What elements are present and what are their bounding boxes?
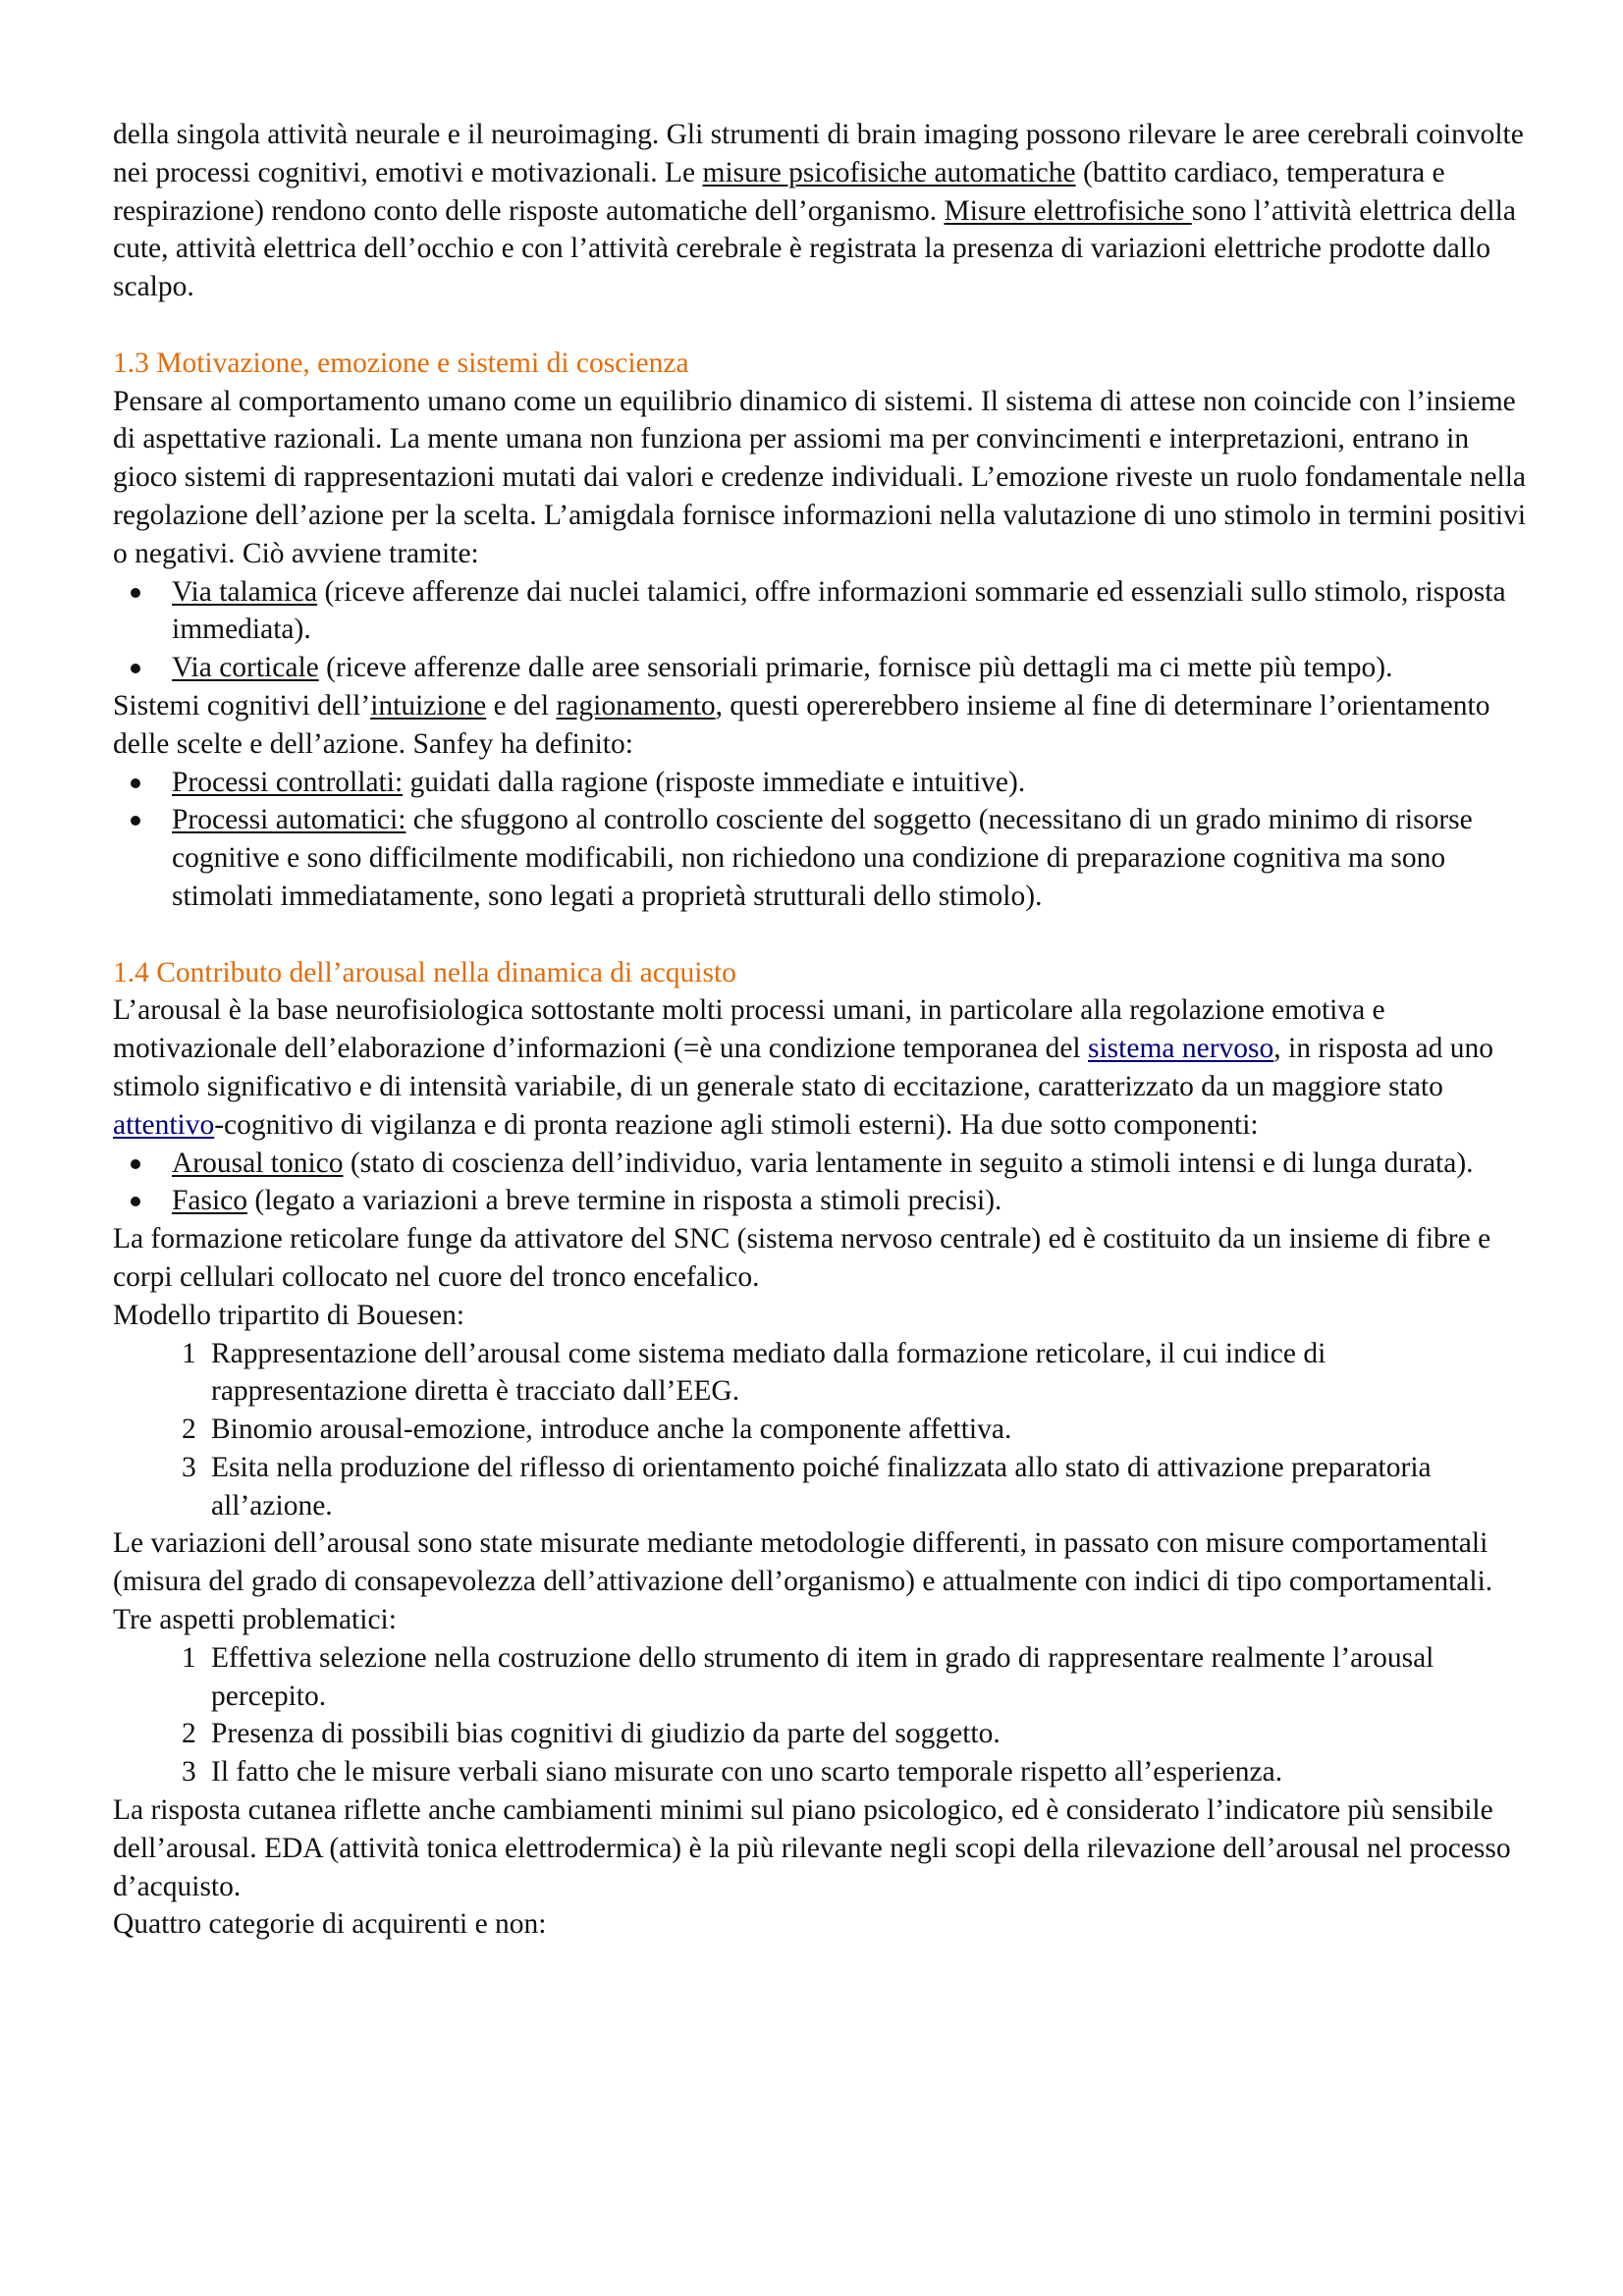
list-number: 1 bbox=[182, 1641, 196, 1674]
bullet-text: (riceve afferenze dai nuclei talamici, offre informazioni sommarie ed essenziali sullo stimolo, risposta immediata). bbox=[172, 575, 1506, 646]
list-item bbox=[113, 1753, 1527, 1791]
list-number: 3 bbox=[182, 1756, 196, 1789]
list-text: Binomio arousal-emozione, introduce anche la componente affettiva. bbox=[211, 1414, 1012, 1446]
section-1-4-paragraph-4: Le variazioni dell’arousal sono state misurate mediante metodologie differenti, in passato con misure comportamentali (misura del grado di consapevolezza dell’attivazione dell’organismo) e attualmente con indici di tipo comportamentali. bbox=[113, 1527, 1493, 1598]
problematic-aspects-list bbox=[113, 1639, 1527, 1791]
bullet-term: Arousal tonico bbox=[172, 1147, 344, 1179]
attentivo-link[interactable]: attentivo bbox=[113, 1108, 215, 1141]
section-1-4-heading: 1.4 Contributo dell’arousal nella dinamica di acquisto bbox=[113, 956, 736, 988]
list-number: 2 bbox=[182, 1718, 196, 1750]
section-1-4-paragraph-6: La risposta cutanea riflette anche cambiamenti minimi sul piano psicologico, ed è considerato l’indicatore più sensibile dell’arousal. EDA (attività tonica elettrodermica) è la più rilevante negli scopi della rilevazione dell’arousal nel processo d’acquisto. bbox=[113, 1794, 1511, 1902]
text-span: Sistemi cognitivi dell’ bbox=[113, 689, 371, 721]
list-number: 2 bbox=[182, 1414, 196, 1446]
text-span: , questi opererebbero insieme al fine di determinare l’orientamento delle scelte e dell’azione. Sanfey ha definito: bbox=[113, 689, 1490, 760]
intro-text-2: (battito cardiaco, temperatura e respirazione) rendono conto delle risposte automatiche dell’organismo. bbox=[113, 156, 1445, 227]
list-text: Il fatto che le misure verbali siano misurate con uno scarto temporale rispetto all’esperienza. bbox=[211, 1756, 1283, 1789]
text-span: -cognitivo di vigilanza e di pronta reazione agli stimoli esterni). Ha due sotto componenti: bbox=[214, 1108, 1259, 1141]
bullet-term: Fasico bbox=[172, 1185, 248, 1217]
section-1-4-paragraph-1 bbox=[113, 991, 1527, 1144]
bullet-term: Via talamica bbox=[172, 575, 318, 608]
list-item bbox=[113, 573, 1527, 650]
list-item bbox=[113, 649, 1527, 687]
bullet-text: (stato di coscienza dell’individuo, varia lentamente in seguito a stimoli intensi e di lunga durata). bbox=[343, 1147, 1474, 1179]
section-1-3-heading: 1.3 Motivazione, emozione e sistemi di coscienza bbox=[113, 347, 689, 379]
list-text: Presenza di possibili bias cognitivi di giudizio da parte del soggetto. bbox=[211, 1718, 1001, 1750]
list-item bbox=[113, 1145, 1527, 1183]
spacer bbox=[113, 916, 1527, 954]
section-1-3-bullets-1 bbox=[113, 573, 1527, 687]
list-item bbox=[113, 1449, 1527, 1525]
bullet-text: che sfuggono al controllo cosciente del soggetto (necessitano di un grado minimo di risorse cognitive e sono difficilmente modificabili, non richiedono una condizione di preparazione cognitiva ma sono stimolati immediatamente, sono legati a proprietà strutturali dello stimolo). bbox=[172, 804, 1473, 912]
intro-text-1: della singola attività neurale e il neuroimaging. Gli strumenti di brain imaging possono rilevare le aree cerebrali coinvolte nei processi cognitivi, emotivi e motivazionali. Le bbox=[113, 119, 1524, 188]
list-item bbox=[113, 1182, 1527, 1220]
list-item bbox=[113, 764, 1527, 802]
list-item bbox=[113, 1715, 1527, 1753]
text-span: , in risposta ad uno stimolo significativo e di intensità variabile, di un generale stato di eccitazione, caratterizzato da un maggiore stato bbox=[113, 1033, 1493, 1102]
bullet-term: Processi controllati: bbox=[172, 766, 404, 798]
bullet-text: (legato a variazioni a breve termine in risposta a stimoli precisi). bbox=[247, 1185, 1002, 1217]
list-text: Esita nella produzione del riflesso di orientamento poiché finalizzata allo stato di attivazione preparatoria all’azione. bbox=[211, 1451, 1432, 1522]
list-text: Effettiva selezione nella costruzione dello strumento di item in grado di rappresentare realmente l’arousal percepito. bbox=[211, 1641, 1434, 1712]
bullet-text: guidati dalla ragione (risposte immediate e intuitive). bbox=[403, 766, 1026, 798]
bullet-term: Via corticale bbox=[172, 652, 319, 684]
text-span: e del bbox=[486, 689, 557, 721]
list-text: Rappresentazione dell’arousal come sistema mediato dalla formazione reticolare, il cui indice di rappresentazione diretta è tracciato dall’EEG. bbox=[211, 1337, 1326, 1408]
list-number: 1 bbox=[182, 1337, 196, 1369]
section-1-3-paragraph-1: Pensare al comportamento umano come un equilibrio dinamico di sistemi. Il sistema di attese non coincide con l’insieme di aspettative razionali. La mente umana non funziona per assiomi ma per convincimenti e interpretazioni, entrano in gioco sistemi di rappresentazioni mutati dai valori e credenze individuali. L’emozione riveste un ruolo fondamentale nella regolazione dell’azione per la scelta. L’amigdala fornisce informazioni nella valutazione di uno stimolo in termini positivi o negativi. Ciò avviene tramite: bbox=[113, 385, 1527, 569]
section-1-4-paragraph-2: La formazione reticolare funge da attivatore del SNC (sistema nervoso centrale) ed è costituito da un insieme di fibre e corpi cellulari collocato nel cuore del tronco encefalico. bbox=[113, 1223, 1491, 1293]
spacer bbox=[113, 306, 1527, 345]
bullet-term: Processi automatici: bbox=[172, 804, 406, 836]
intro-paragraph bbox=[113, 116, 1527, 306]
bouesen-model-list bbox=[113, 1335, 1527, 1525]
section-1-3-paragraph-2 bbox=[113, 687, 1527, 764]
text-span: L’arousal è la base neurofisiologica sottostante molti processi umani, in particolare alla regolazione emotiva e motivazionale dell’elaborazione d’informazioni (=è una condizione temporanea del bbox=[113, 994, 1385, 1065]
bullet-text: (riceve afferenze dalle aree sensoriali primarie, fornisce più dettagli ma ci mette più tempo). bbox=[318, 652, 1393, 684]
intro-text-3: sono l’attività elettrica della cute, attività elettrica dell’occhio e con l’attività cerebrale è registrata la presenza di variazioni elettriche prodotte dallo scalpo. bbox=[113, 194, 1516, 303]
section-1-4-paragraph-3: Modello tripartito di Bouesen: bbox=[113, 1299, 465, 1331]
list-item bbox=[113, 1639, 1527, 1716]
intro-underline-2: Misure elettrofisiche bbox=[944, 194, 1192, 227]
list-item bbox=[113, 1335, 1527, 1412]
underline-ragionamento: ragionamento bbox=[556, 689, 716, 721]
underline-intuizione: intuizione bbox=[370, 689, 487, 721]
list-item bbox=[113, 801, 1527, 915]
section-1-4-bullets bbox=[113, 1145, 1527, 1221]
list-number: 3 bbox=[182, 1451, 196, 1483]
document-page bbox=[113, 116, 1527, 1944]
section-1-4-paragraph-7: Quattro categorie di acquirenti e non: bbox=[113, 1908, 547, 1941]
intro-underline-1: misure psicofisiche automatiche bbox=[702, 156, 1076, 188]
sistema-nervoso-link[interactable]: sistema nervoso bbox=[1088, 1033, 1274, 1065]
section-1-3-bullets-2 bbox=[113, 764, 1527, 916]
section-1-4-paragraph-5: Tre aspetti problematici: bbox=[113, 1604, 397, 1636]
list-item bbox=[113, 1411, 1527, 1449]
